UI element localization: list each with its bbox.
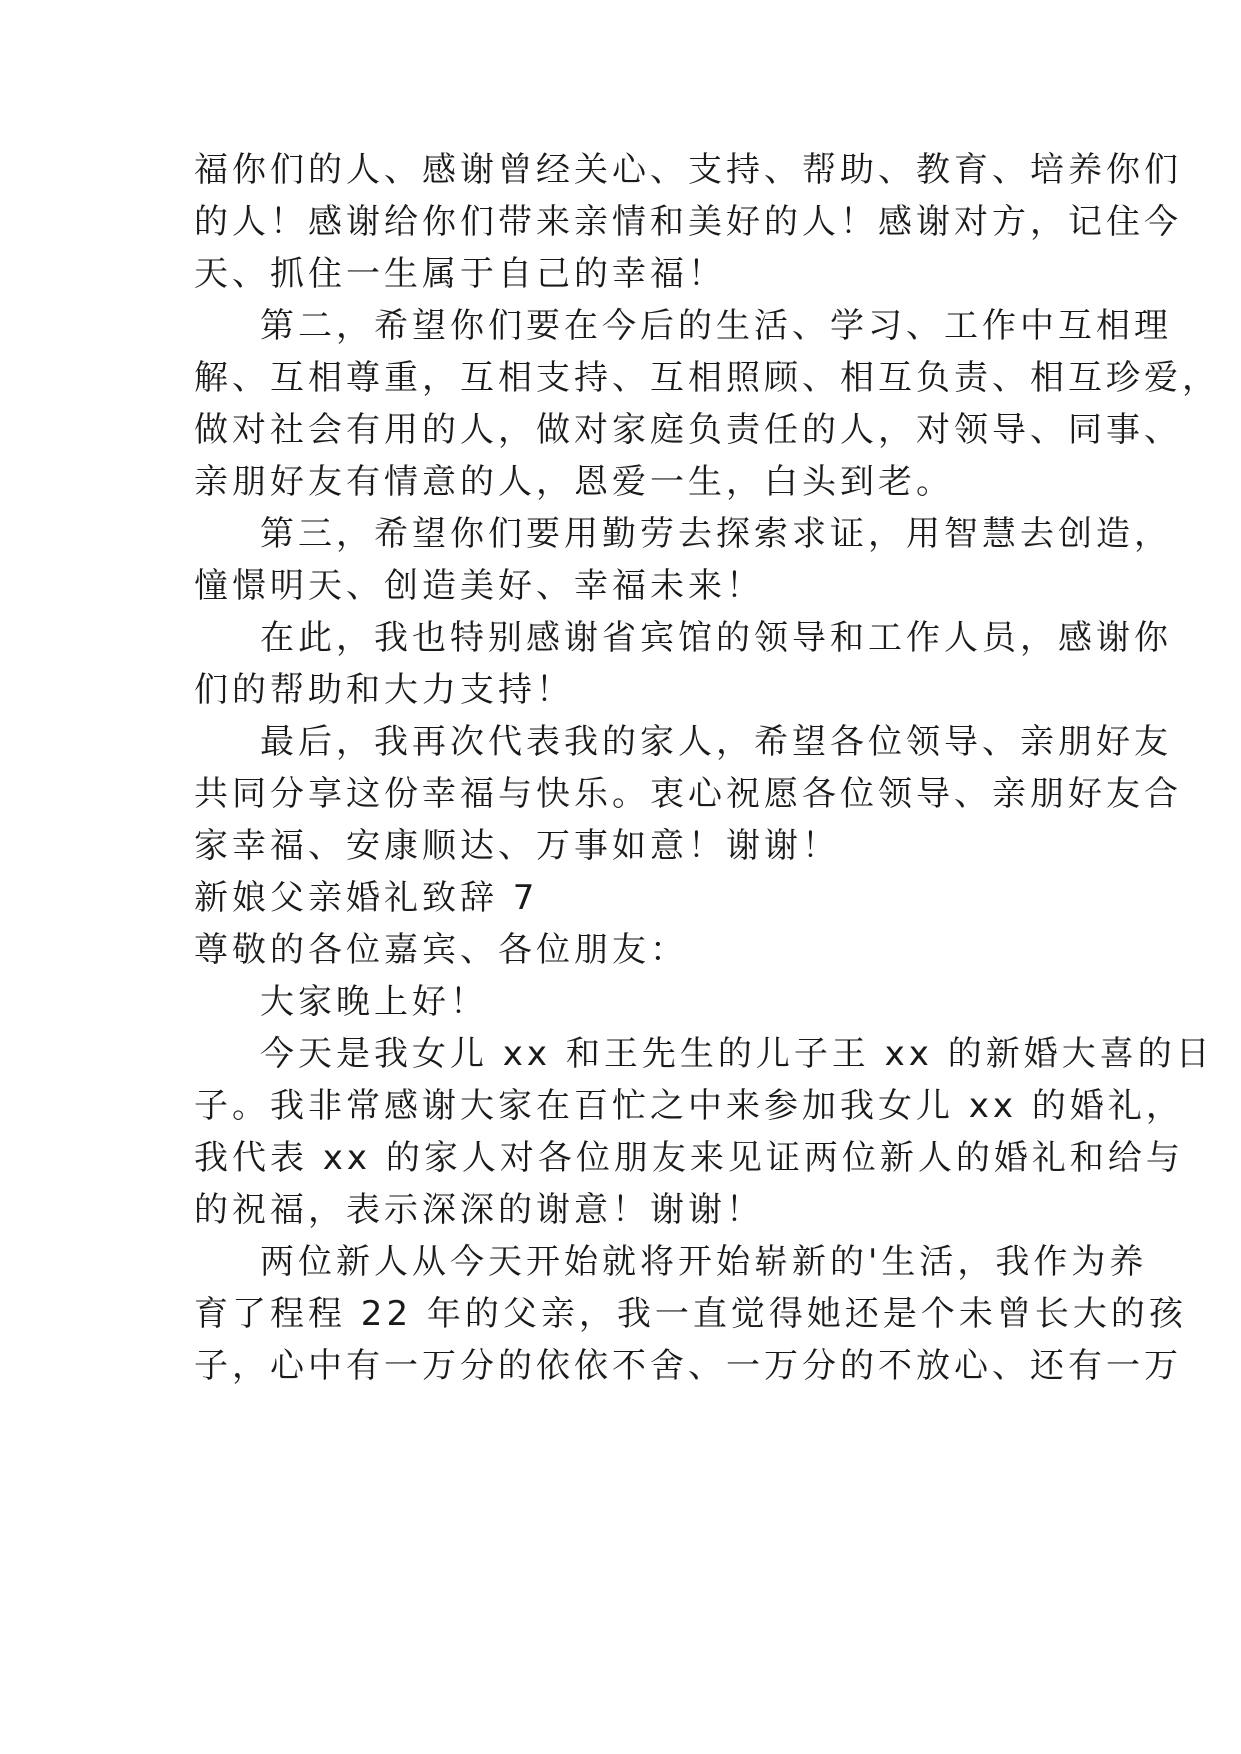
text-line: 共同分享这份幸福与快乐。衷心祝愿各位领导、亲朋好友合 (194, 774, 1182, 814)
paragraph-start-line: 两位新人从今天开始就将开始崭新的'生活，我作为养 (260, 1242, 1148, 1282)
text-line: 憧憬明天、创造美好、幸福未来！ (194, 566, 764, 606)
text-line: 解、互相尊重，互相支持、互相照顾、相互负责、相互珍爱， (194, 358, 1220, 398)
text-line: 做对社会有用的人，做对家庭负责任的人，对领导、同事、 (194, 410, 1182, 450)
text-line: 子，心中有一万分的依依不舍、一万分的不放心、还有一万 (194, 1346, 1182, 1386)
paragraph-start-line: 第二，希望你们要在今后的生活、学习、工作中互相理 (260, 306, 1172, 346)
paragraph-start-line: 最后，我再次代表我的家人，希望各位领导、亲朋好友 (260, 722, 1172, 762)
section-title: 新娘父亲婚礼致辞 7 (194, 878, 539, 918)
greeting: 大家晚上好！ (260, 982, 488, 1022)
text-line: 家幸福、安康顺达、万事如意！谢谢！ (194, 826, 840, 866)
text-line: 的人！感谢给你们带来亲情和美好的人！感谢对方，记住今 (194, 202, 1182, 242)
text-line: 的祝福，表示深深的谢意！谢谢！ (194, 1190, 764, 1230)
text-line: 育了程程 22 年的父亲，我一直觉得她还是个未曾长大的孩 (194, 1294, 1187, 1334)
paragraph-start-line: 在此，我也特别感谢省宾馆的领导和工作人员，感谢你 (260, 618, 1172, 658)
text-line: 亲朋好友有情意的人，恩爱一生，白头到老。 (194, 462, 954, 502)
paragraph-start-line: 第三，希望你们要用勤劳去探索求证，用智慧去创造， (260, 514, 1172, 554)
text-line: 福你们的人、感谢曾经关心、支持、帮助、教育、培养你们 (194, 150, 1182, 190)
text-line: 天、抓住一生属于自己的幸福！ (194, 254, 726, 294)
text-line: 子。我非常感谢大家在百忙之中来参加我女儿 xx 的婚礼， (194, 1086, 1184, 1126)
text-line: 我代表 xx 的家人对各位朋友来见证两位新人的婚礼和给与 (194, 1138, 1184, 1178)
text-line: 们的帮助和大力支持！ (194, 670, 574, 710)
salutation: 尊敬的各位嘉宾、各位朋友： (194, 930, 688, 970)
paragraph-start-line: 今天是我女儿 xx 和王先生的儿子王 xx 的新婚大喜的日 (260, 1034, 1214, 1074)
